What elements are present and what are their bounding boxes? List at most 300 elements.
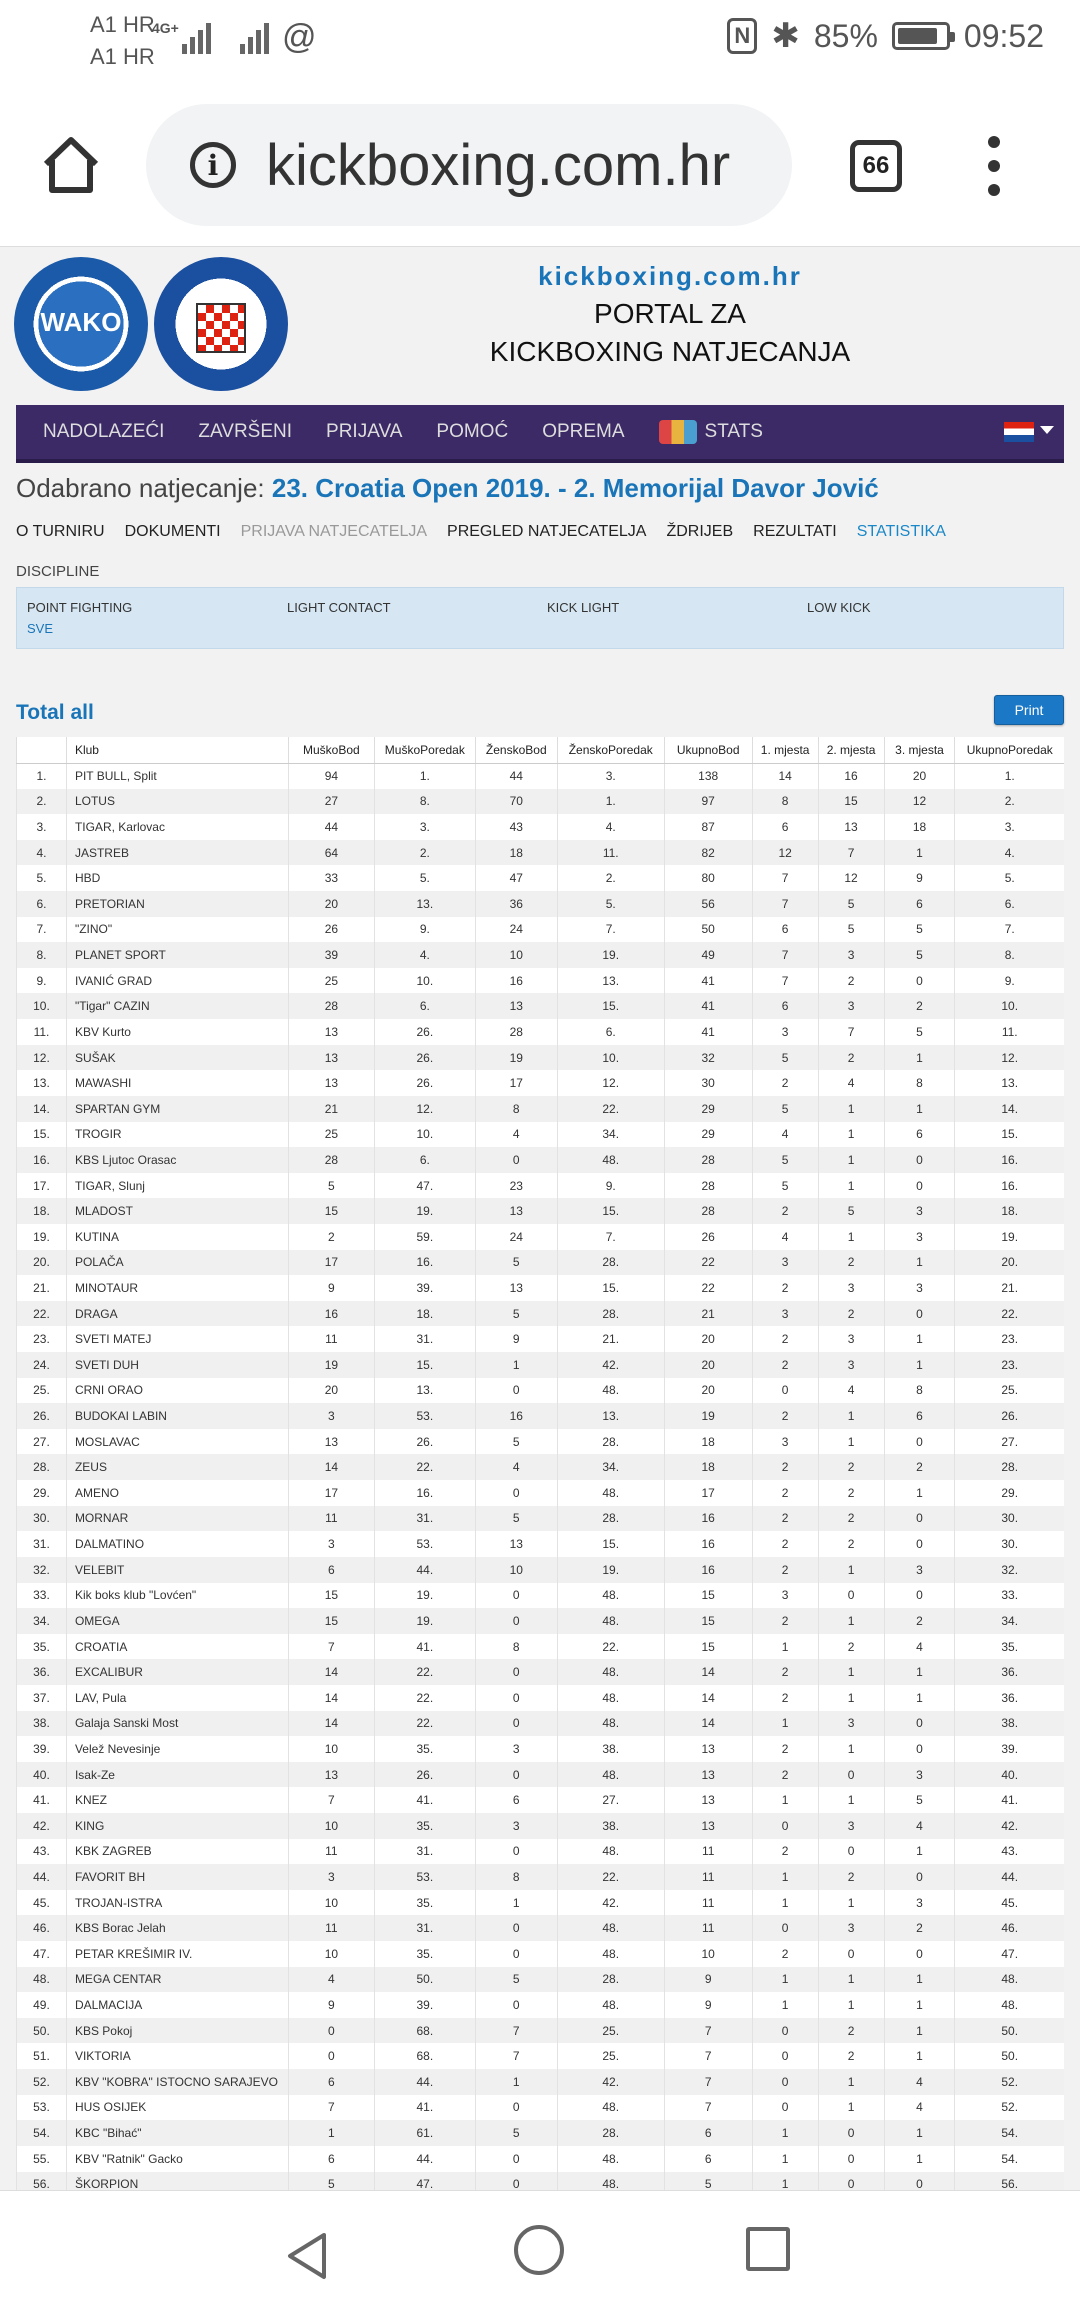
table-cell: 13 bbox=[288, 1429, 374, 1455]
table-cell: 1. bbox=[955, 763, 1064, 789]
table-cell: 52. bbox=[17, 2069, 67, 2095]
table-row bbox=[17, 1941, 1065, 1967]
table-cell: 2 bbox=[752, 1531, 818, 1557]
table-cell: 9 bbox=[475, 1326, 557, 1352]
table-cell: 4 bbox=[884, 1813, 955, 1839]
address-bar[interactable] bbox=[146, 104, 792, 226]
tab-draw[interactable]: ŽDRIJEB bbox=[666, 523, 734, 540]
table-cell: 7. bbox=[955, 917, 1064, 943]
table-cell: 14 bbox=[664, 1659, 752, 1685]
table-cell: 15 bbox=[664, 1608, 752, 1634]
table-cell: 25 bbox=[288, 1122, 374, 1148]
table-cell: 3 bbox=[475, 1813, 557, 1839]
table-cell: 68. bbox=[374, 2043, 475, 2069]
table-cell: 25 bbox=[288, 968, 374, 994]
hotspot-icon: @ bbox=[282, 18, 317, 56]
table-row bbox=[17, 1608, 1065, 1634]
nfc-icon: N bbox=[727, 18, 757, 54]
club-name-cell: PETAR KREŠIMIR IV. bbox=[66, 1941, 288, 1967]
info-icon[interactable]: i bbox=[190, 142, 236, 188]
nav-equipment[interactable]: OPREMA bbox=[542, 421, 625, 442]
club-name-cell: SVETI DUH bbox=[66, 1352, 288, 1378]
table-cell: 15. bbox=[557, 1275, 664, 1301]
competition-name[interactable]: 23. Croatia Open 2019. - 2. Memorijal Davor Jović bbox=[271, 473, 879, 503]
table-cell: 2 bbox=[818, 2043, 884, 2069]
table-cell: 0 bbox=[884, 1711, 955, 1737]
table-cell: 13 bbox=[288, 1762, 374, 1788]
table-cell: 38. bbox=[557, 1736, 664, 1762]
table-cell: 28 bbox=[664, 1147, 752, 1173]
discipline-all[interactable]: SVE bbox=[27, 621, 54, 636]
table-cell: 22. bbox=[17, 1301, 67, 1327]
table-cell: 32. bbox=[955, 1557, 1064, 1583]
table-cell: 16. bbox=[374, 1250, 475, 1276]
hks-logo bbox=[154, 257, 288, 391]
table-cell: 43. bbox=[955, 1839, 1064, 1865]
table-cell: 1 bbox=[884, 2146, 955, 2172]
table-cell: 38. bbox=[955, 1711, 1064, 1737]
table-cell: 11 bbox=[288, 1839, 374, 1865]
table-cell: 18. bbox=[17, 1198, 67, 1224]
table-cell: 9. bbox=[374, 917, 475, 943]
table-cell: 2. bbox=[374, 840, 475, 866]
table-cell: 55. bbox=[17, 2146, 67, 2172]
table-cell: 1 bbox=[884, 1992, 955, 2018]
table-cell: 1 bbox=[884, 1326, 955, 1352]
table-cell: 7 bbox=[818, 1019, 884, 1045]
table-row bbox=[17, 1096, 1065, 1122]
table-cell: 4 bbox=[475, 1122, 557, 1148]
table-cell: 20 bbox=[664, 1326, 752, 1352]
table-cell: 22. bbox=[374, 1685, 475, 1711]
table-cell: 3 bbox=[288, 1403, 374, 1429]
table-cell: 2. bbox=[557, 865, 664, 891]
table-cell: 48. bbox=[17, 1967, 67, 1993]
table-cell: 2 bbox=[884, 1608, 955, 1634]
table-cell: 1 bbox=[818, 1147, 884, 1173]
table-cell: 48. bbox=[557, 2095, 664, 2121]
table-cell: 34. bbox=[557, 1454, 664, 1480]
table-cell: 30. bbox=[17, 1506, 67, 1532]
table-cell: 0 bbox=[752, 2018, 818, 2044]
table-cell: 39. bbox=[374, 1992, 475, 2018]
table-cell: 2 bbox=[818, 968, 884, 994]
club-name-cell: LOTUS bbox=[66, 789, 288, 815]
table-cell: 29. bbox=[17, 1480, 67, 1506]
table-cell: 35. bbox=[374, 1736, 475, 1762]
bluetooth-icon: ✱ bbox=[771, 17, 800, 55]
overflow-menu-icon[interactable] bbox=[984, 136, 1004, 196]
table-cell: 6 bbox=[664, 2146, 752, 2172]
table-cell: 19 bbox=[664, 1403, 752, 1429]
table-cell: 0 bbox=[818, 2146, 884, 2172]
discipline-kick-light[interactable]: KICK LIGHT bbox=[547, 600, 620, 615]
table-cell: 6 bbox=[288, 2146, 374, 2172]
table-cell: 8 bbox=[475, 1096, 557, 1122]
tab-documents[interactable]: DOKUMENTI bbox=[124, 523, 221, 540]
table-cell: 1 bbox=[818, 1992, 884, 2018]
url-text[interactable]: kickboxing.com.hr bbox=[266, 133, 731, 198]
table-cell: 41 bbox=[664, 968, 752, 994]
table-cell: 10. bbox=[374, 968, 475, 994]
table-row bbox=[17, 865, 1065, 891]
table-cell: 18 bbox=[475, 840, 557, 866]
table-cell: 6 bbox=[884, 1122, 955, 1148]
table-cell: 19. bbox=[17, 1224, 67, 1250]
column-header: ŽenskoPoredak bbox=[557, 737, 664, 763]
table-cell: 36. bbox=[17, 1659, 67, 1685]
table-cell: 4. bbox=[955, 840, 1064, 866]
club-name-cell: KBS Borac Jelah bbox=[66, 1915, 288, 1941]
table-row bbox=[17, 1659, 1065, 1685]
table-cell: 47. bbox=[374, 2172, 475, 2190]
table-cell: 29 bbox=[664, 1122, 752, 1148]
table-cell: 15 bbox=[664, 1634, 752, 1660]
table-cell: 13 bbox=[288, 1070, 374, 1096]
table-cell: 26. bbox=[374, 1429, 475, 1455]
table-cell: 27. bbox=[17, 1429, 67, 1455]
table-cell: 2 bbox=[752, 1608, 818, 1634]
table-cell: 15. bbox=[557, 1531, 664, 1557]
table-cell: 14 bbox=[664, 1711, 752, 1737]
table-cell: 5 bbox=[884, 942, 955, 968]
table-cell: 41. bbox=[955, 1787, 1064, 1813]
table-cell: 4 bbox=[475, 1454, 557, 1480]
table-cell: 16 bbox=[475, 968, 557, 994]
club-name-cell: POLAČA bbox=[66, 1250, 288, 1276]
table-row bbox=[17, 2172, 1065, 2190]
table-cell: 1 bbox=[818, 1967, 884, 1993]
table-cell: 3 bbox=[752, 1301, 818, 1327]
table-cell: 32. bbox=[17, 1557, 67, 1583]
table-cell: 2 bbox=[818, 1301, 884, 1327]
tab-results[interactable]: REZULTATI bbox=[753, 523, 837, 540]
table-cell: 28 bbox=[475, 1019, 557, 1045]
discipline-light-contact[interactable]: LIGHT CONTACT bbox=[287, 600, 391, 615]
table-row bbox=[17, 942, 1065, 968]
table-cell: 2 bbox=[752, 1941, 818, 1967]
table-cell: 1 bbox=[752, 2120, 818, 2146]
table-cell: 3 bbox=[884, 1762, 955, 1788]
table-cell: 7 bbox=[752, 891, 818, 917]
chevron-down-icon[interactable] bbox=[1040, 426, 1054, 434]
table-cell: 53. bbox=[374, 1403, 475, 1429]
table-cell: 1 bbox=[884, 1659, 955, 1685]
table-cell: 40. bbox=[955, 1762, 1064, 1788]
table-cell: 7 bbox=[818, 840, 884, 866]
club-name-cell: DALMATINO bbox=[66, 1531, 288, 1557]
club-name-cell: TIGAR, Karlovac bbox=[66, 814, 288, 840]
table-cell: 1 bbox=[818, 2095, 884, 2121]
table-cell: 1 bbox=[818, 1224, 884, 1250]
table-cell: 16. bbox=[955, 1147, 1064, 1173]
site-tagline: PORTAL ZA bbox=[594, 298, 746, 329]
table-cell: 3 bbox=[884, 1275, 955, 1301]
club-name-cell: LAV, Pula bbox=[66, 1685, 288, 1711]
table-cell: 0 bbox=[475, 2146, 557, 2172]
table-cell: 19. bbox=[374, 1608, 475, 1634]
table-cell: 1 bbox=[752, 1890, 818, 1916]
club-name-cell: CRNI ORAO bbox=[66, 1378, 288, 1404]
table-cell: 48. bbox=[557, 1762, 664, 1788]
table-cell: 2 bbox=[752, 1506, 818, 1532]
site-domain[interactable]: kickboxing.com.hr bbox=[538, 261, 802, 291]
table-cell: 26 bbox=[288, 917, 374, 943]
back-icon[interactable] bbox=[284, 2231, 330, 2281]
table-cell: 26 bbox=[664, 1224, 752, 1250]
table-row bbox=[17, 1224, 1065, 1250]
table-cell: 17. bbox=[17, 1173, 67, 1199]
table-cell: 10 bbox=[288, 1813, 374, 1839]
table-cell: 0 bbox=[818, 2120, 884, 2146]
table-cell: 20. bbox=[955, 1250, 1064, 1276]
table-row bbox=[17, 993, 1065, 1019]
nav-stats[interactable] bbox=[659, 420, 763, 444]
table-cell: 3 bbox=[818, 1352, 884, 1378]
table-cell: 27. bbox=[955, 1429, 1064, 1455]
club-name-cell: SUŠAK bbox=[66, 1045, 288, 1071]
table-cell: 43. bbox=[17, 1839, 67, 1865]
nav-help[interactable]: POMOĆ bbox=[436, 421, 509, 442]
table-cell: 80 bbox=[664, 865, 752, 891]
table-row bbox=[17, 1813, 1065, 1839]
table-cell: 0 bbox=[752, 2043, 818, 2069]
table-cell: 48. bbox=[557, 2172, 664, 2190]
table-cell: 13 bbox=[475, 1275, 557, 1301]
table-cell: 28. bbox=[557, 1429, 664, 1455]
table-cell: 51. bbox=[17, 2043, 67, 2069]
table-row bbox=[17, 1839, 1065, 1865]
table-cell: 2 bbox=[818, 1454, 884, 1480]
table-cell: 3 bbox=[884, 1890, 955, 1916]
table-cell: 13 bbox=[664, 1813, 752, 1839]
table-cell: 48. bbox=[557, 1147, 664, 1173]
print-button[interactable]: Print bbox=[994, 695, 1064, 725]
table-cell: 13 bbox=[288, 1019, 374, 1045]
discipline-low-kick[interactable]: LOW KICK bbox=[807, 600, 871, 615]
recents-icon[interactable] bbox=[746, 2227, 790, 2271]
table-cell: 22. bbox=[557, 1864, 664, 1890]
home-circle-icon[interactable] bbox=[514, 2225, 564, 2275]
club-name-cell: IVANIĆ GRAD bbox=[66, 968, 288, 994]
table-cell: 50. bbox=[955, 2043, 1064, 2069]
table-row bbox=[17, 2120, 1065, 2146]
table-cell: 6 bbox=[288, 1557, 374, 1583]
table-cell: 13 bbox=[664, 1736, 752, 1762]
table-cell: 2 bbox=[752, 1480, 818, 1506]
table-cell: 23 bbox=[475, 1173, 557, 1199]
table-cell: 0 bbox=[818, 1583, 884, 1609]
table-row bbox=[17, 891, 1065, 917]
table-cell: 28. bbox=[17, 1454, 67, 1480]
table-cell: 87 bbox=[664, 814, 752, 840]
table-cell: 33. bbox=[17, 1583, 67, 1609]
table-cell: 2. bbox=[955, 789, 1064, 815]
table-cell: 10. bbox=[374, 1122, 475, 1148]
table-cell: 9 bbox=[664, 1992, 752, 2018]
table-cell: 15 bbox=[288, 1583, 374, 1609]
web-page bbox=[0, 246, 1080, 2190]
table-cell: 7 bbox=[752, 865, 818, 891]
table-cell: 1 bbox=[884, 1096, 955, 1122]
table-cell: 44. bbox=[17, 1864, 67, 1890]
table-cell: 12. bbox=[557, 1070, 664, 1096]
table-cell: 48. bbox=[557, 1992, 664, 2018]
table-cell: 41 bbox=[664, 1019, 752, 1045]
table-cell: 48. bbox=[557, 1915, 664, 1941]
table-cell: 2 bbox=[884, 993, 955, 1019]
table-cell: 1 bbox=[475, 1890, 557, 1916]
table-cell: 5 bbox=[818, 1198, 884, 1224]
club-name-cell: MAWASHI bbox=[66, 1070, 288, 1096]
table-cell: 5 bbox=[884, 1019, 955, 1045]
table-cell: 19 bbox=[475, 1045, 557, 1071]
table-cell: 31. bbox=[374, 1839, 475, 1865]
tab-competitors[interactable]: PREGLED NATJECATELJA bbox=[447, 523, 647, 540]
table-row bbox=[17, 840, 1065, 866]
table-cell: 1 bbox=[752, 1864, 818, 1890]
table-cell: 36 bbox=[475, 891, 557, 917]
tab-about[interactable]: O TURNIRU bbox=[16, 523, 105, 540]
table-cell: 2 bbox=[752, 1736, 818, 1762]
table-cell: 31. bbox=[374, 1506, 475, 1532]
table-cell: 1 bbox=[475, 1352, 557, 1378]
table-cell: 14. bbox=[955, 1096, 1064, 1122]
table-cell: 41. bbox=[374, 1634, 475, 1660]
table-cell: 11 bbox=[288, 1915, 374, 1941]
table-cell: 1 bbox=[884, 840, 955, 866]
table-cell: 42. bbox=[557, 2069, 664, 2095]
table-cell: 9 bbox=[664, 1967, 752, 1993]
selected-label: Odabrano natjecanje: bbox=[16, 473, 272, 503]
table-cell: 10 bbox=[664, 1941, 752, 1967]
table-cell: 3. bbox=[955, 814, 1064, 840]
table-cell: 3 bbox=[818, 1326, 884, 1352]
table-cell: 0 bbox=[818, 1762, 884, 1788]
table-cell: 23. bbox=[955, 1326, 1064, 1352]
table-cell: 1 bbox=[884, 1045, 955, 1071]
table-cell: 54. bbox=[955, 2120, 1064, 2146]
table-cell: 22 bbox=[664, 1275, 752, 1301]
table-cell: 31. bbox=[17, 1531, 67, 1557]
table-cell: 13. bbox=[557, 968, 664, 994]
table-cell: 35. bbox=[955, 1634, 1064, 1660]
table-cell: 5 bbox=[818, 891, 884, 917]
table-cell: 6 bbox=[752, 917, 818, 943]
tab-statistics[interactable]: STATISTIKA bbox=[856, 523, 946, 540]
column-header: 1. mjesta bbox=[752, 737, 818, 763]
table-cell: 0 bbox=[475, 1839, 557, 1865]
table-cell: 31. bbox=[374, 1915, 475, 1941]
table-cell: 11 bbox=[288, 1326, 374, 1352]
table-cell: 56. bbox=[17, 2172, 67, 2190]
table-cell: 7. bbox=[557, 917, 664, 943]
signal-icon bbox=[240, 22, 269, 54]
table-cell: 8 bbox=[752, 789, 818, 815]
croatian-checker-icon bbox=[196, 303, 246, 353]
tab-registration: PRIJAVA NATJECATELJA bbox=[240, 523, 428, 540]
table-cell: 14 bbox=[288, 1454, 374, 1480]
table-cell: 26. bbox=[17, 1403, 67, 1429]
table-cell: 22. bbox=[557, 1096, 664, 1122]
table-cell: 34. bbox=[557, 1122, 664, 1148]
nav-upcoming[interactable]: NADOLAZEĆI bbox=[43, 421, 165, 442]
table-cell: 39. bbox=[955, 1736, 1064, 1762]
table-row bbox=[17, 1454, 1065, 1480]
table-cell: 36. bbox=[955, 1659, 1064, 1685]
table-cell: 16 bbox=[288, 1301, 374, 1327]
table-cell: 10. bbox=[955, 993, 1064, 1019]
table-row bbox=[17, 1583, 1065, 1609]
home-icon[interactable] bbox=[40, 134, 102, 196]
table-row bbox=[17, 1378, 1065, 1404]
table-cell: 44. bbox=[374, 1557, 475, 1583]
table-row bbox=[17, 789, 1065, 815]
table-cell: 17 bbox=[664, 1480, 752, 1506]
table-cell: 5 bbox=[288, 1173, 374, 1199]
club-name-cell: PLANET SPORT bbox=[66, 942, 288, 968]
table-cell: 53. bbox=[17, 2095, 67, 2121]
table-cell: 2 bbox=[818, 1531, 884, 1557]
table-cell: 6 bbox=[288, 2069, 374, 2095]
table-cell: 19. bbox=[955, 1224, 1064, 1250]
table-cell: 7 bbox=[664, 2043, 752, 2069]
table-cell: 20 bbox=[288, 1378, 374, 1404]
croatian-flag-icon[interactable] bbox=[1004, 422, 1034, 442]
table-cell: 1 bbox=[752, 1787, 818, 1813]
table-cell: 1 bbox=[752, 2146, 818, 2172]
table-row bbox=[17, 1070, 1065, 1096]
table-cell: 0 bbox=[884, 1429, 955, 1455]
table-cell: 20 bbox=[288, 891, 374, 917]
battery-icon bbox=[892, 22, 950, 50]
table-cell: 21. bbox=[557, 1326, 664, 1352]
club-name-cell: TROJAN-ISTRA bbox=[66, 1890, 288, 1916]
browser-toolbar bbox=[0, 84, 1080, 246]
table-cell: 28 bbox=[288, 1147, 374, 1173]
table-cell: 0 bbox=[475, 2172, 557, 2190]
table-cell: 5. bbox=[955, 865, 1064, 891]
discipline-point-fighting[interactable]: POINT FIGHTING bbox=[27, 600, 133, 615]
table-cell: 44 bbox=[288, 814, 374, 840]
nav-register[interactable]: PRIJAVA bbox=[326, 421, 403, 442]
table-cell: 48. bbox=[557, 1480, 664, 1506]
table-cell: 28. bbox=[557, 1967, 664, 1993]
table-cell: 13. bbox=[17, 1070, 67, 1096]
table-cell: 13 bbox=[664, 1762, 752, 1788]
table-cell: 0 bbox=[818, 1839, 884, 1865]
table-cell: 12. bbox=[374, 1096, 475, 1122]
tab-switcher-button[interactable]: 66 bbox=[850, 140, 902, 192]
club-name-cell: Galaja Sanski Most bbox=[66, 1711, 288, 1737]
table-cell: 10. bbox=[557, 1045, 664, 1071]
nav-finished[interactable]: ZAVRŠENI bbox=[198, 421, 293, 442]
table-cell: 24. bbox=[17, 1352, 67, 1378]
table-cell: 7. bbox=[557, 1224, 664, 1250]
table-row bbox=[17, 2018, 1065, 2044]
table-cell: 1 bbox=[884, 1685, 955, 1711]
table-row bbox=[17, 2043, 1065, 2069]
table-row bbox=[17, 1480, 1065, 1506]
table-cell: 48. bbox=[557, 1378, 664, 1404]
table-cell: 20 bbox=[664, 1378, 752, 1404]
table-cell: 8 bbox=[884, 1070, 955, 1096]
table-cell: 9. bbox=[17, 968, 67, 994]
table-cell: 26. bbox=[374, 1070, 475, 1096]
table-cell: 27 bbox=[288, 789, 374, 815]
table-cell: 11 bbox=[664, 1915, 752, 1941]
table-cell: 44 bbox=[475, 763, 557, 789]
